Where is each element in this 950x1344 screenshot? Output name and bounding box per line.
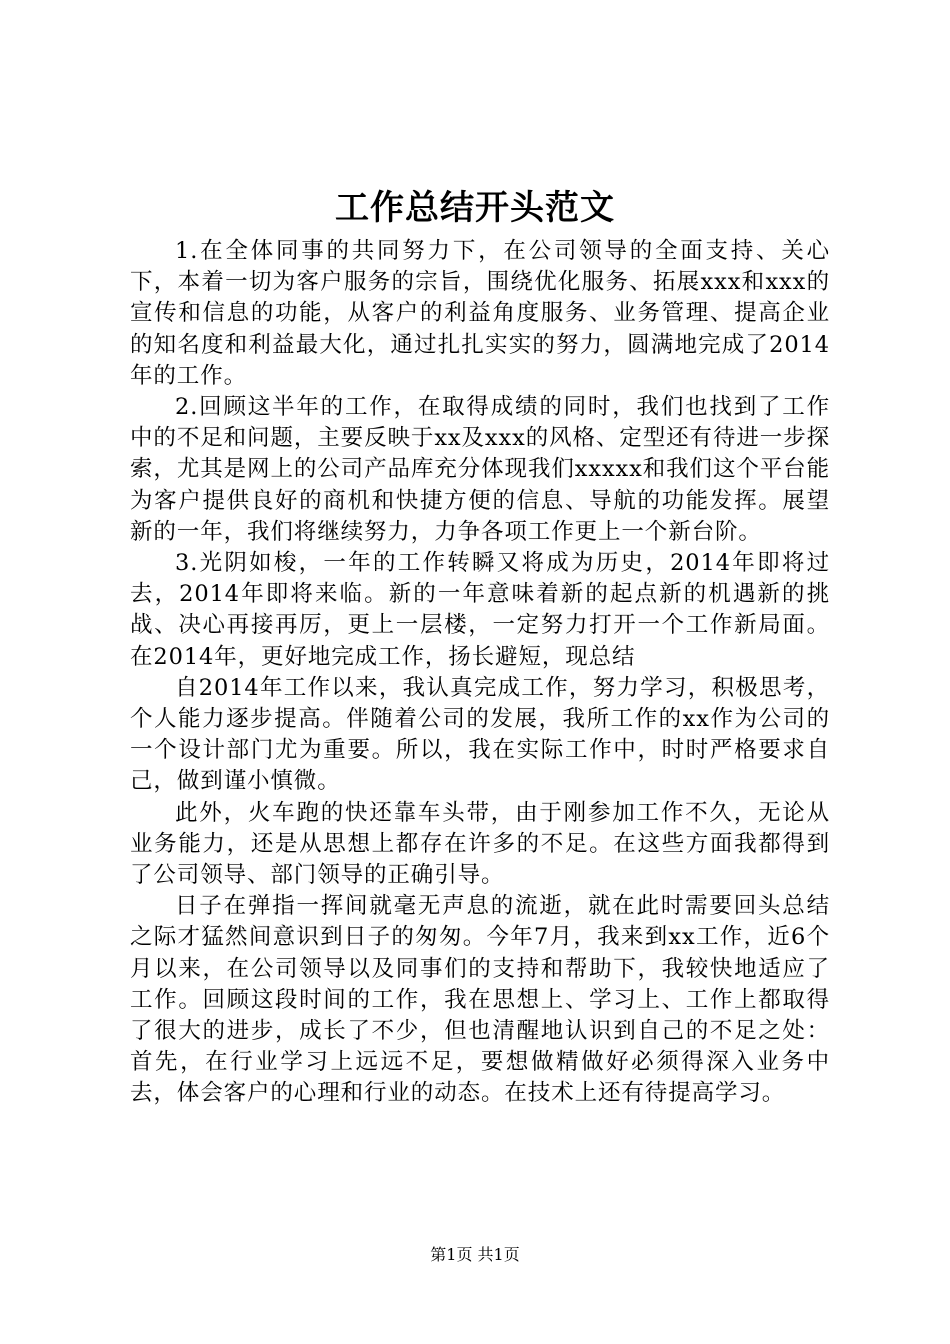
paragraph-6: 日子在弹指一挥间就毫无声息的流逝，就在此时需要回头总结之际才猛然间意识到日子的匆匆。今年7月，我来到xx工作，近6个月以来，在公司领导以及同事们的支持和帮助下，我较快地适应了工作。回顾这段时间的工作，我在思想上、学习上、工作上都取得了很大的进步，成长了不少，但也清醒地认识到自己的不足之处：首先，在行业学习上远远不足，要想做精做好必须得深入业务中去，体会客户的心理和行业的动态。在技术上还有待提高学习。 (130, 893, 830, 1107)
paragraph-3: 3.光阴如梭，一年的工作转瞬又将成为历史，2014年即将过去，2014年即将来临。新的一年意味着新的起点新的机遇新的挑战、决心再接再厉，更上一层楼，一定努力打开一个工作新局面。在2014年，更好地完成工作，扬长避短，现总结 (130, 550, 830, 670)
paragraph-2: 2.回顾这半年的工作，在取得成绩的同时，我们也找到了工作中的不足和问题，主要反映于xx及xxx的风格、定型还有待进一步探索，尤其是网上的公司产品库充分体现我们xxxxx和我们这个平台能为客户提供良好的商机和快捷方便的信息、导航的功能发挥。展望新的一年，我们将继续努力，力争各项工作更上一个新台阶。 (130, 394, 830, 545)
document-title: 工作总结开头范文 (335, 188, 615, 228)
document-body (130, 236, 830, 1110)
page-number-footer: 第1页 共1页 (430, 1245, 520, 1264)
paragraph-5: 此外，火车跑的快还靠车头带，由于刚参加工作不久，无论从业务能力，还是从思想上都存在许多的不足。在这些方面我都得到了公司领导、部门领导的正确引导。 (130, 799, 830, 889)
paragraph-4: 自2014年工作以来，我认真完成工作，努力学习，积极思考，个人能力逐步提高。伴随着公司的发展，我所工作的xx作为公司的一个设计部门尤为重要。所以，我在实际工作中，时时严格要求自己，做到谨小慎微。 (130, 674, 830, 795)
paragraph-1: 1.在全体同事的共同努力下，在公司领导的全面支持、关心下，本着一切为客户服务的宗旨，围绕优化服务、拓展xxx和xxx的宣传和信息的功能，从客户的利益角度服务、业务管理、提高企业的知名度和利益最大化，通过扎扎实实的努力，圆满地完成了2014年的工作。 (130, 238, 830, 389)
